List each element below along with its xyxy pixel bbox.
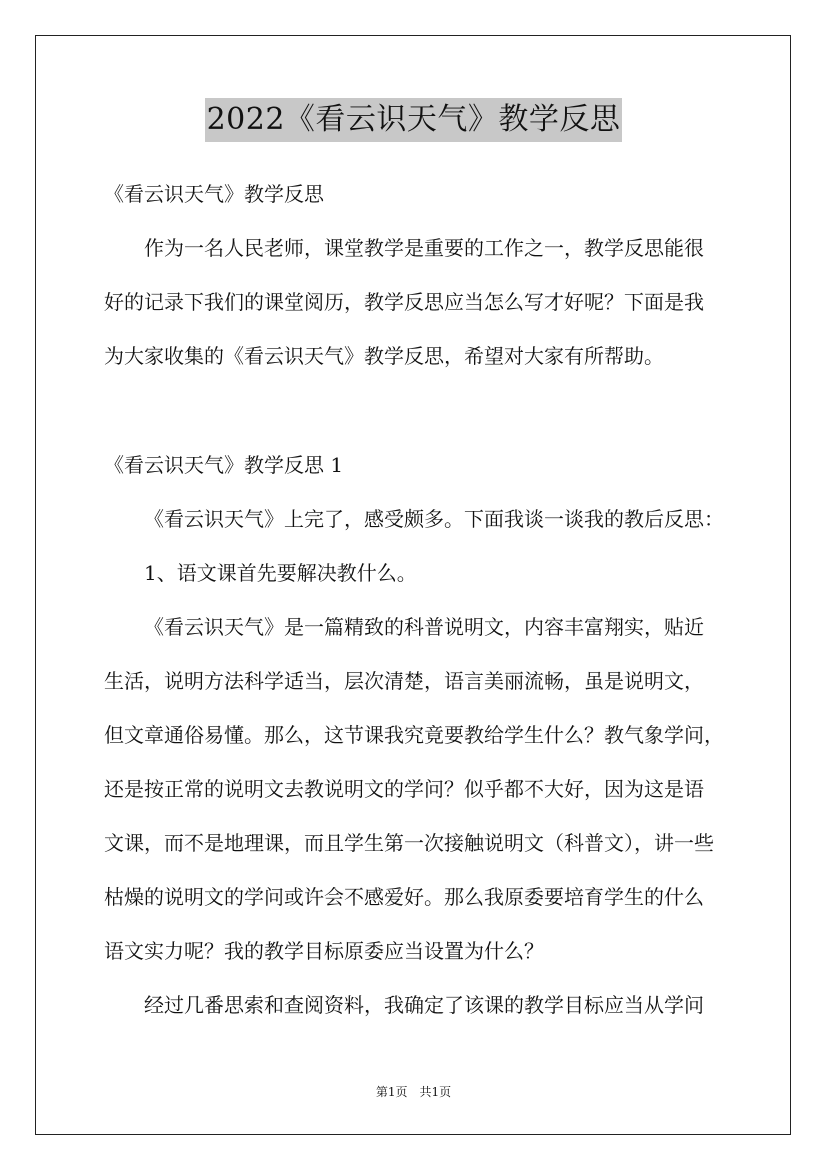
body-line-2: 1、语文课首先要解决教什么。 (144, 561, 417, 585)
body-line-5: 但文章通俗易懂。那么，这节课我究竟要教给学生什么？教气象学问， (104, 723, 724, 747)
section-heading: 《看云识天气》教学反思 1 (104, 453, 344, 477)
body-line-9: 语文实力呢？我的教学目标原委应当设置为什么？ (104, 939, 544, 963)
document-subtitle: 《看云识天气》教学反思 (104, 182, 324, 206)
body-line-3: 《看云识天气》是一篇精致的科普说明文，内容丰富翔实，贴近 (144, 615, 704, 639)
intro-line-1: 作为一名人民老师，课堂教学是重要的工作之一，教学反思能很 (144, 236, 704, 260)
body-line-6: 还是按正常的说明文去教说明文的学问？似乎都不大好，因为这是语 (104, 777, 704, 801)
body-line-4: 生活，说明方法科学适当，层次清楚，语言美丽流畅，虽是说明文， (104, 669, 704, 693)
intro-line-2: 好的记录下我们的课堂阅历，教学反思应当怎么写才好呢？下面是我 (104, 290, 704, 314)
intro-line-3: 为大家收集的《看云识天气》教学反思，希望对大家有所帮助。 (104, 344, 664, 368)
body-line-8: 枯燥的说明文的学问或许会不感爱好。那么我原委要培育学生的什么 (104, 885, 704, 909)
document-title: 2022《看云识天气》教学反思 (205, 98, 623, 142)
body-line-10: 经过几番思索和查阅资料，我确定了该课的教学目标应当从学问 (144, 993, 704, 1017)
body-line-7: 文课，而不是地理课，而且学生第一次接触说明文（科普文），讲一些 (104, 831, 714, 855)
page-footer: 第1页 共1页 (375, 1085, 452, 1099)
title-wrap (0, 98, 827, 142)
body-line-1: 《看云识天气》上完了，感受颇多。下面我谈一谈我的教后反思： (144, 507, 724, 531)
